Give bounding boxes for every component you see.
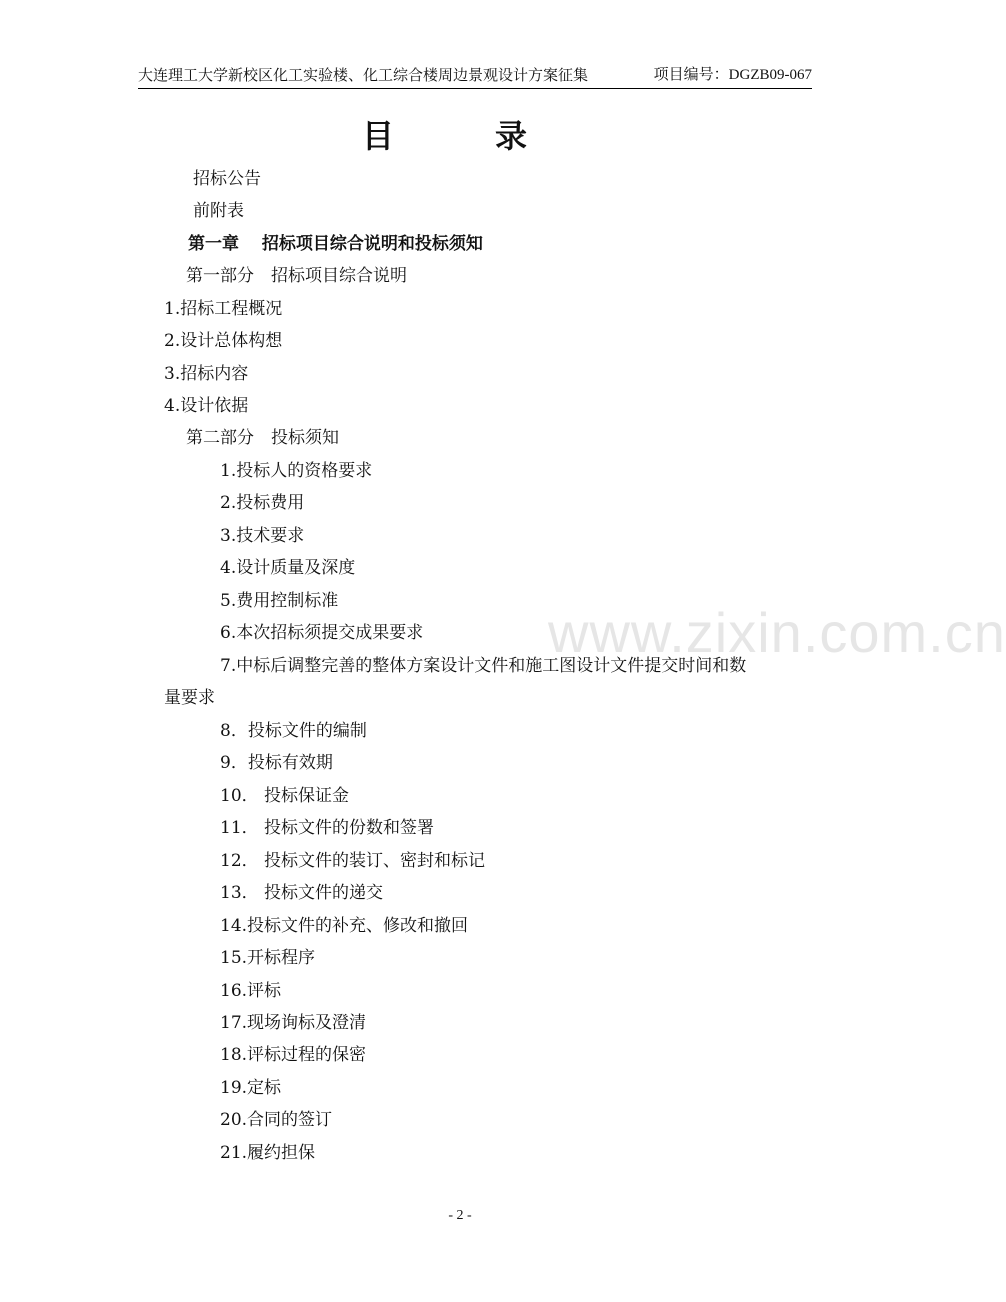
toc-entry: 7.中标后调整完善的整体方案设计文件和施工图设计文件提交时间和数 (220, 656, 747, 676)
toc-entry: 11． 投标文件的份数和签署 (220, 818, 435, 838)
toc-title-char-1: 目 (362, 117, 395, 155)
toc-entry: 招标公告 (193, 169, 261, 189)
toc-entry: 14.投标文件的补充、修改和撤回 (220, 916, 469, 936)
toc-entry: 15.开标程序 (220, 948, 316, 968)
toc-part-heading: 第一部分 招标项目综合说明 (186, 266, 407, 286)
toc-entry: 19.定标 (220, 1078, 282, 1098)
page-number: - 2 - (448, 1208, 472, 1223)
toc-title-char-2: 录 (495, 117, 528, 155)
watermark: www.zixin.com.cn (548, 601, 1006, 664)
header-project-title: 大连理工大学新校区化工实验楼、化工综合楼周边景观设计方案征集 (138, 66, 589, 84)
toc-entry: 20.合同的签订 (220, 1110, 333, 1130)
toc-entry: 10． 投标保证金 (220, 786, 350, 806)
toc-entry-continuation: 量要求 (164, 688, 215, 708)
toc-chapter-heading: 第一章 招标项目综合说明和投标须知 (188, 234, 483, 254)
toc-entry: 17.现场询标及澄清 (220, 1013, 367, 1033)
toc-entry: 9．投标有效期 (220, 753, 333, 773)
toc-entry: 21.履约担保 (220, 1143, 316, 1163)
toc-entry: 2.设计总体构想 (164, 331, 283, 351)
toc-entry: 5.费用控制标准 (220, 591, 339, 611)
toc-entry: 2.投标费用 (220, 493, 305, 513)
toc-entry: 18.评标过程的保密 (220, 1045, 367, 1065)
toc-entry: 8．投标文件的编制 (220, 721, 367, 741)
toc-entry: 16.评标 (220, 981, 282, 1001)
toc-entry: 13． 投标文件的递交 (220, 883, 384, 903)
toc-entry: 4.设计依据 (164, 396, 249, 416)
toc-entry: 3.招标内容 (164, 364, 249, 384)
toc-part-heading: 第二部分 投标须知 (186, 428, 339, 448)
toc-entry: 1.投标人的资格要求 (220, 461, 373, 481)
header-project-code: 项目编号：DGZB09-067 (653, 67, 812, 83)
toc-entry: 1.招标工程概况 (164, 299, 283, 319)
toc-entry: 3.技术要求 (220, 526, 305, 546)
toc-entry: 4.设计质量及深度 (220, 558, 356, 578)
toc-entry: 6.本次招标须提交成果要求 (220, 623, 424, 643)
toc-entry: 前附表 (193, 201, 244, 221)
toc-entry: 12． 投标文件的装订、密封和标记 (220, 851, 486, 871)
